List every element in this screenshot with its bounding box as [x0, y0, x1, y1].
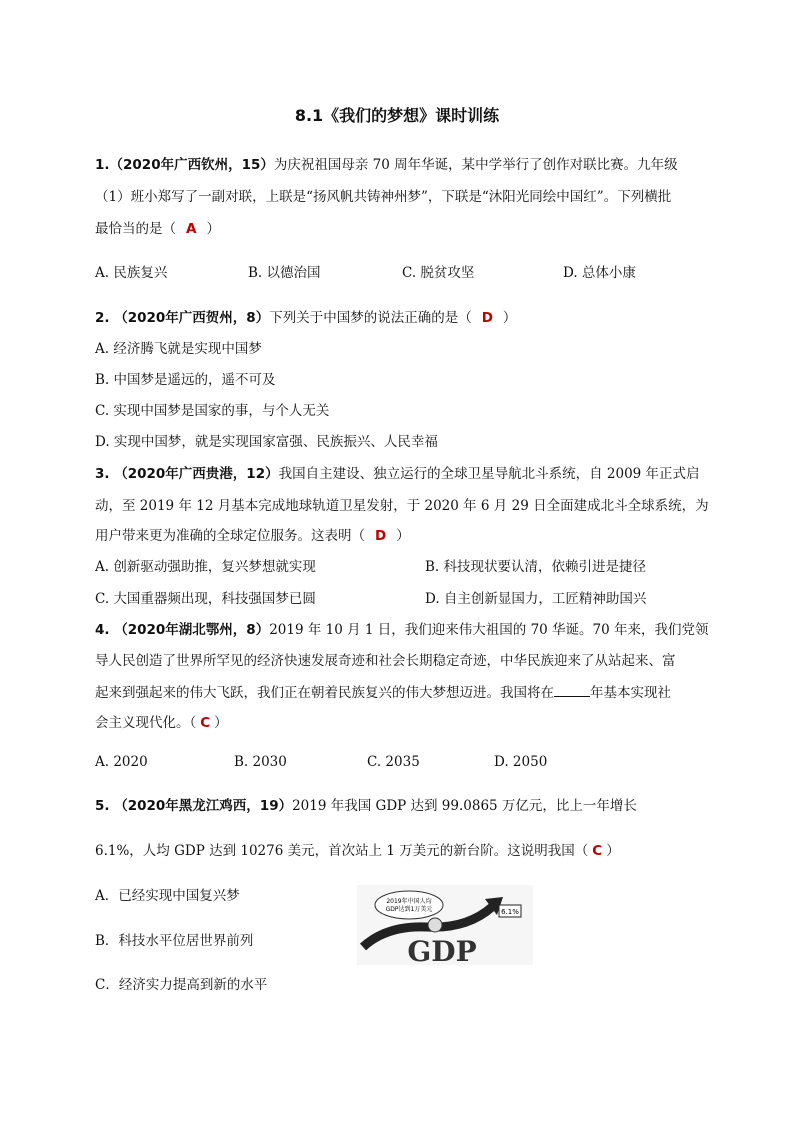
option-1c: C. 脱贫攻坚 [402, 265, 475, 281]
question-5-line-2: 6.1%，人均 GDP 达到 10276 美元，首次站上 1 万美元的新台阶。这说明我国（ C ） [95, 843, 620, 859]
option-1d: D. 总体小康 [563, 265, 636, 281]
question-4-line-4: 会主义现代化。（ C ） [95, 715, 228, 731]
option-3c: C. 大国重器频出现，科技强国梦已圆 [95, 591, 316, 607]
question-2-line-1: 2. （2020年广西贺州，8）下列关于中国梦的说法正确的是（ D ） [95, 310, 517, 326]
option-3b: B. 科技现状要认清，依赖引进是捷径 [425, 559, 647, 575]
option-3a: A. 创新驱动强助推，复兴梦想就实现 [95, 559, 316, 575]
arrow-label: 6.1% [501, 908, 519, 916]
option-5a: A．已经实现中国复兴梦 [95, 888, 240, 904]
question-2-head: 2. （2020年广西贺州，8） [95, 310, 270, 326]
option-4a: A. 2020 [95, 754, 148, 770]
option-3d: D. 自主创新显国力，工匠精神助国兴 [425, 591, 647, 607]
option-2a: A. 经济腾飞就是实现中国梦 [95, 341, 262, 357]
answer-5: C [592, 843, 603, 859]
question-4-line-3: 起来到强起来的伟大飞跃，我们正在朝着民族复兴的伟大梦想迈进。我国将在 年基本实现社 [95, 685, 671, 701]
answer-1: A [186, 221, 197, 237]
option-4b: B. 2030 [234, 754, 287, 770]
question-4-line-2: 导人民创造了世界所罕见的经济快速发展奇迹和社会长期稳定奇迹，中华民族迎来了从站起来、富 [95, 653, 676, 669]
question-3-line-3: 用户带来更为准确的全球定位服务。这表明（ D ） [95, 528, 410, 544]
question-3-line-2: 动，至 2019 年 12 月基本完成地球轨道卫星发射，于 2020 年 6 月 29 日全面建成北斗全球系统，为 [95, 498, 709, 514]
answer-2: D [481, 310, 493, 326]
option-1b: B. 以德治国 [248, 265, 321, 281]
option-4c: C. 2035 [367, 754, 420, 770]
question-5-line-1: 5. （2020年黑龙江鸡西，19）2019 年我国 GDP 达到 99.0865 万亿元，比上一年增长 [95, 798, 637, 814]
question-1-head: 1.（2020年广西钦州，15） [95, 157, 274, 173]
option-5c: C．经济实力提高到新的水平 [95, 977, 268, 993]
option-2c: C. 实现中国梦是国家的事，与个人无关 [95, 403, 330, 419]
question-5-head: 5. （2020年黑龙江鸡西，19） [95, 798, 293, 814]
question-3-head: 3. （2020年广西贵港，12） [95, 466, 279, 482]
question-1-line-1: 1.（2020年广西钦州，15）为庆祝祖国母亲 70 周年华诞，某中学举行了创作对联比赛。九年级 [95, 157, 678, 173]
answer-4: C [200, 715, 211, 731]
option-5b: B．科技水平位居世界前列 [95, 933, 254, 949]
question-1-line-2: （1）班小郑写了一副对联，上联是“扬风帆共铸神州梦”，下联是“沐阳光同绘中国红”。下列横批 [95, 189, 672, 205]
answer-3: D [375, 528, 387, 544]
question-1-line-3: 最恰当的是（ A ） [95, 221, 220, 237]
person-head-icon [428, 918, 442, 932]
question-4-head: 4. （2020年湖北鄂州，8） [95, 622, 270, 638]
option-2b: B. 中国梦是遥远的，遥不可及 [95, 372, 276, 388]
gdp-growth-illustration [357, 885, 533, 965]
page-title: 8.1《我们的梦想》课时训练 [294, 106, 500, 125]
question-3-line-1: 3. （2020年广西贵港，12）我国自主建设、独立运行的全球卫星导航北斗系统，自 2009 年正式启 [95, 466, 700, 482]
option-2d: D. 实现中国梦，就是实现国家富强、民族振兴、人民幸福 [95, 434, 438, 450]
gdp-big-text: GDP [407, 935, 477, 965]
fill-blank [554, 684, 590, 697]
option-1a: A. 民族复兴 [95, 265, 168, 281]
speech-bubble [375, 891, 443, 919]
question-4-line-1: 4. （2020年湖北鄂州，8）2019 年 10 月 1 日，我们迎来伟大祖国的 70 华诞。70 年来，我们党领 [95, 622, 709, 638]
bubble-text-1: 2019年中国人均 [386, 898, 432, 905]
option-4d: D. 2050 [494, 754, 548, 770]
bubble-text-2: GDP达到1万美元 [385, 906, 433, 913]
